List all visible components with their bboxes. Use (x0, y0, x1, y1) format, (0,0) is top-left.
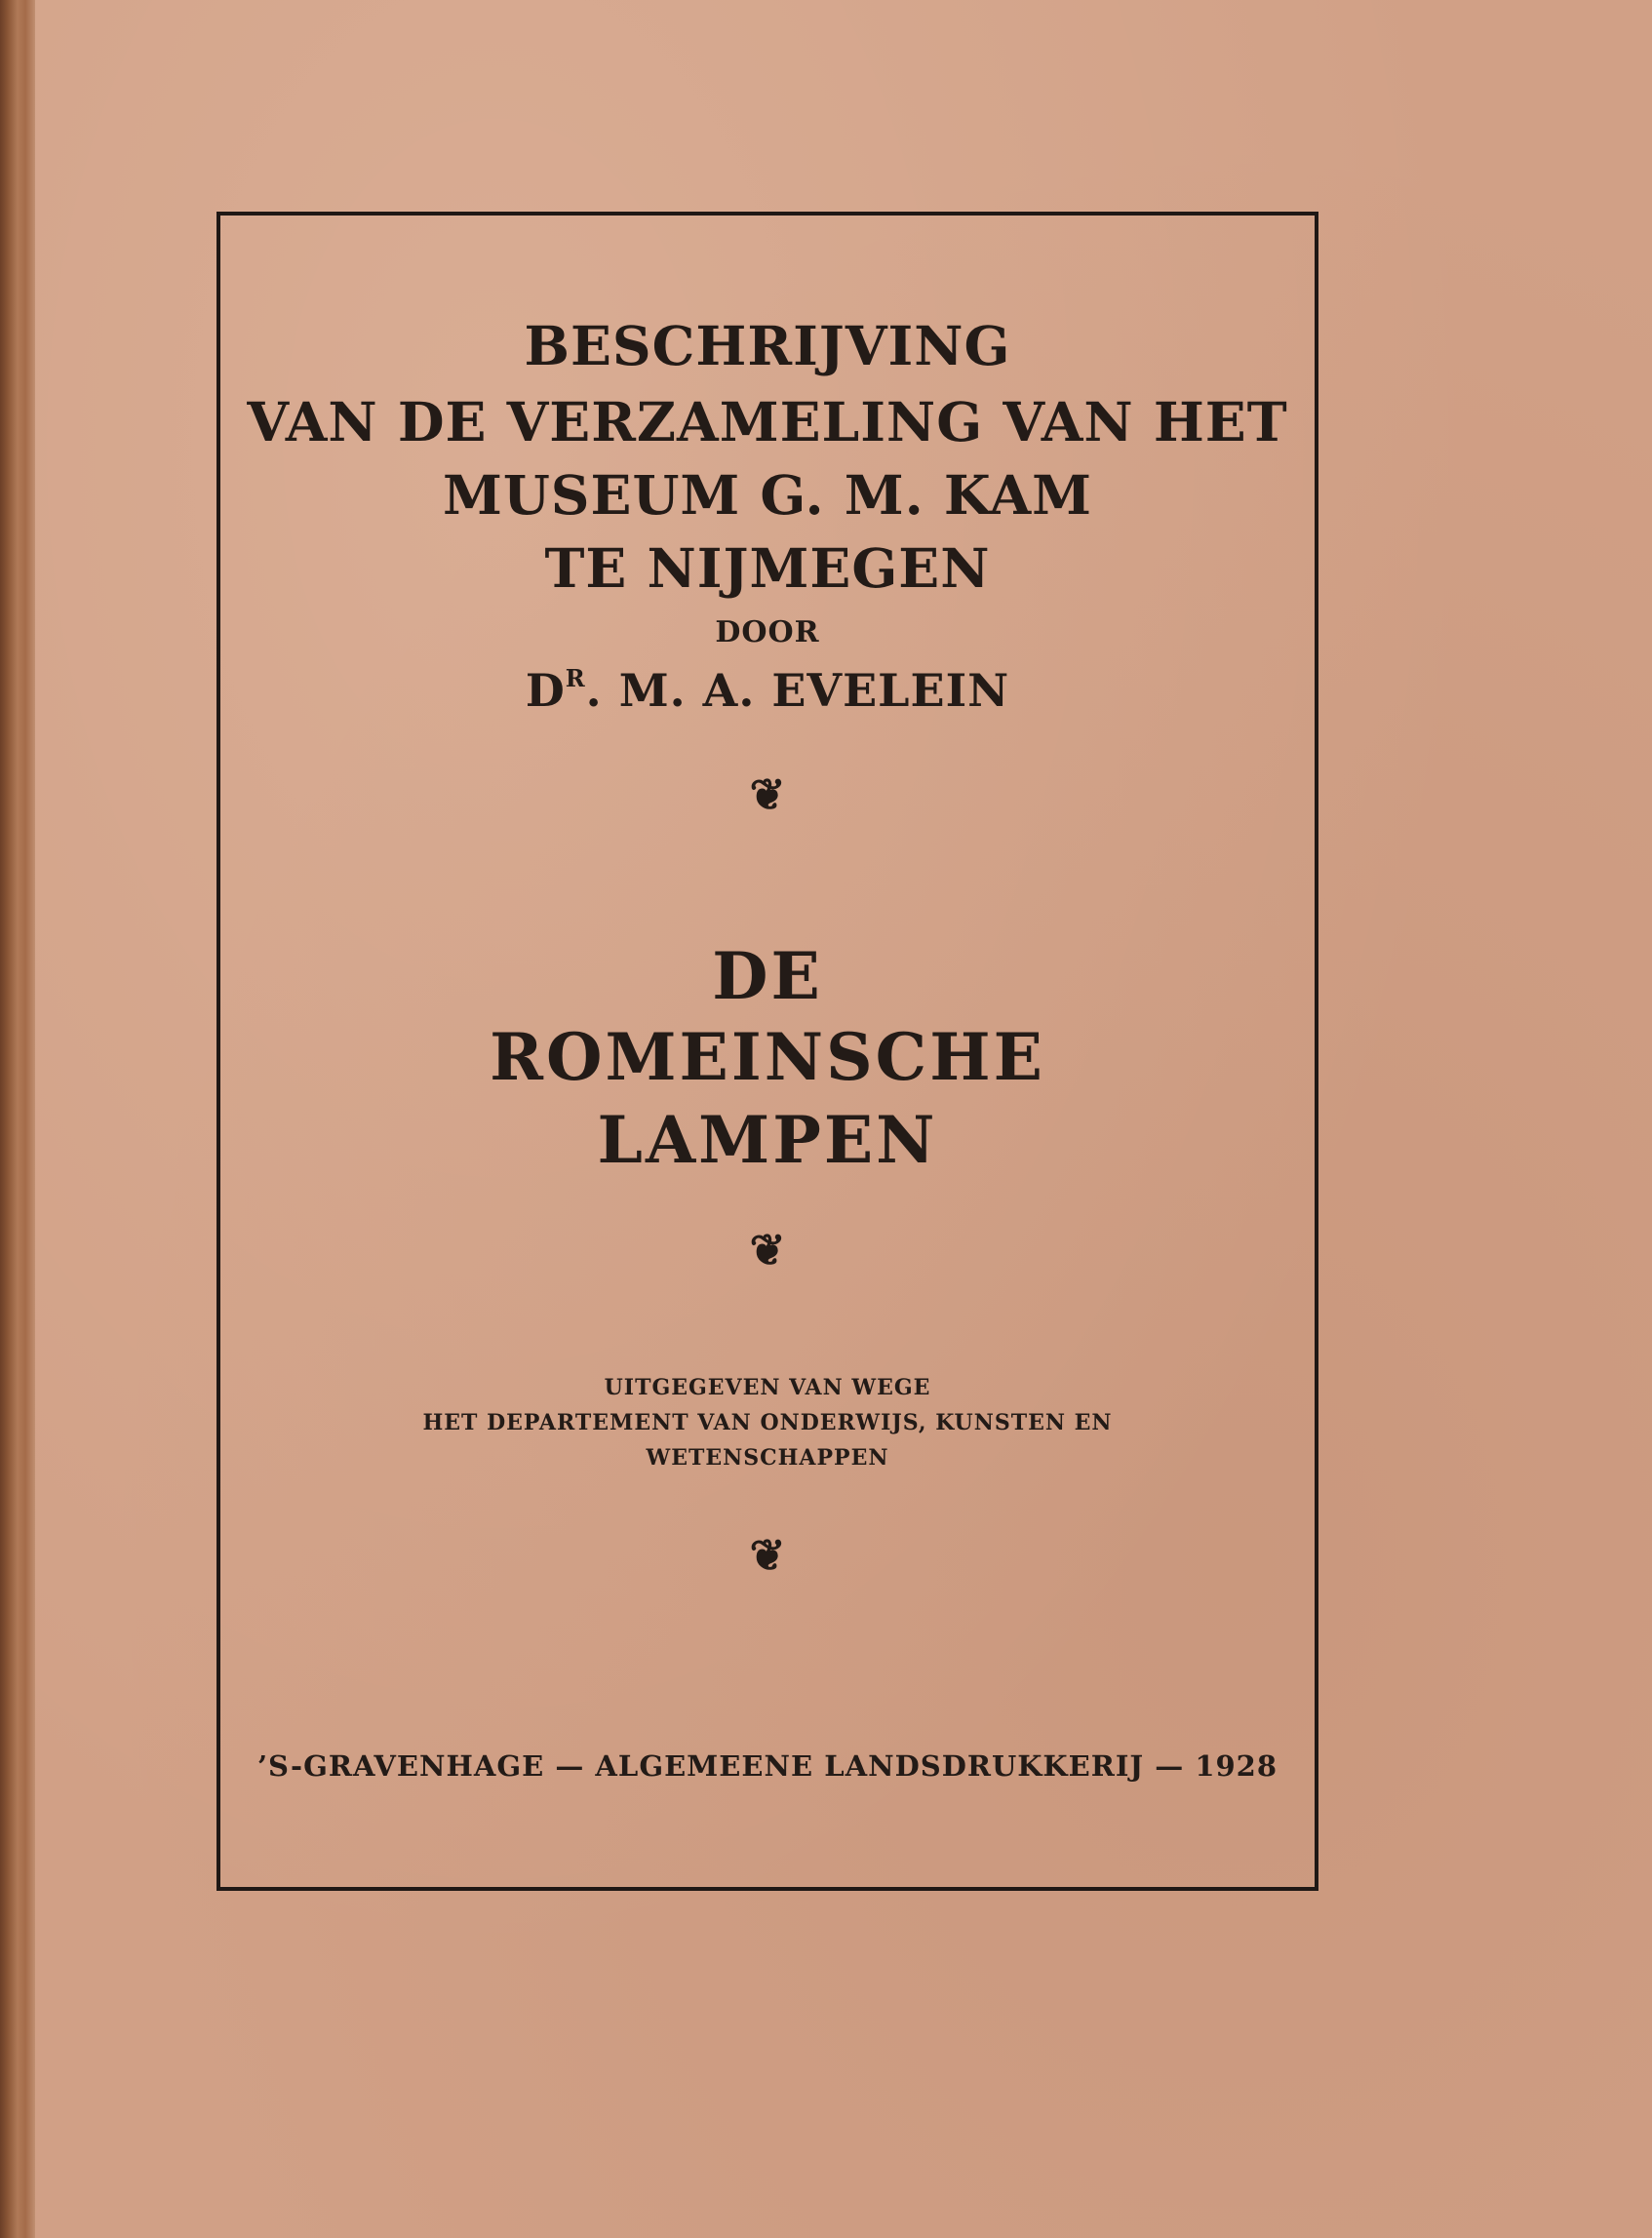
book-spine-edge (0, 0, 35, 2238)
series-title-line-3: MUSEUM G. M. KAM (442, 463, 1093, 527)
main-title-line-1: DE (712, 938, 823, 1014)
ornament-icon: ❦ (749, 770, 786, 820)
author-name-text: . M. A. EVELEIN (585, 664, 1010, 717)
author-superscript: R (565, 664, 586, 692)
imprint-line: ’S-GRAVENHAGE — ALGEMEENE LANDSDRUKKERIJ — 1928 (256, 1749, 1278, 1783)
main-title-line-3: LAMPEN (597, 1102, 938, 1178)
ornament-icon: ❦ (749, 1226, 786, 1276)
publisher-line-2: HET DEPARTEMENT VAN ONDERWIJS, KUNSTEN EN (422, 1410, 1113, 1435)
author-name (216, 664, 1318, 717)
ornament-icon: ❦ (749, 1531, 786, 1581)
author-prefix: D (525, 664, 566, 717)
publisher-line-3: WETENSCHAPPEN (646, 1445, 889, 1471)
door-label: DOOR (715, 615, 820, 649)
series-title-line-1: BESCHRIJVING (524, 314, 1011, 377)
publisher-line-1: UITGEGEVEN VAN WEGE (604, 1375, 931, 1400)
series-title-line-2: VAN DE VERZAMELING VAN HET (247, 390, 1288, 453)
series-title-line-4: TE NIJMEGEN (544, 536, 991, 600)
main-title-line-2: ROMEINSCHE (490, 1019, 1045, 1095)
